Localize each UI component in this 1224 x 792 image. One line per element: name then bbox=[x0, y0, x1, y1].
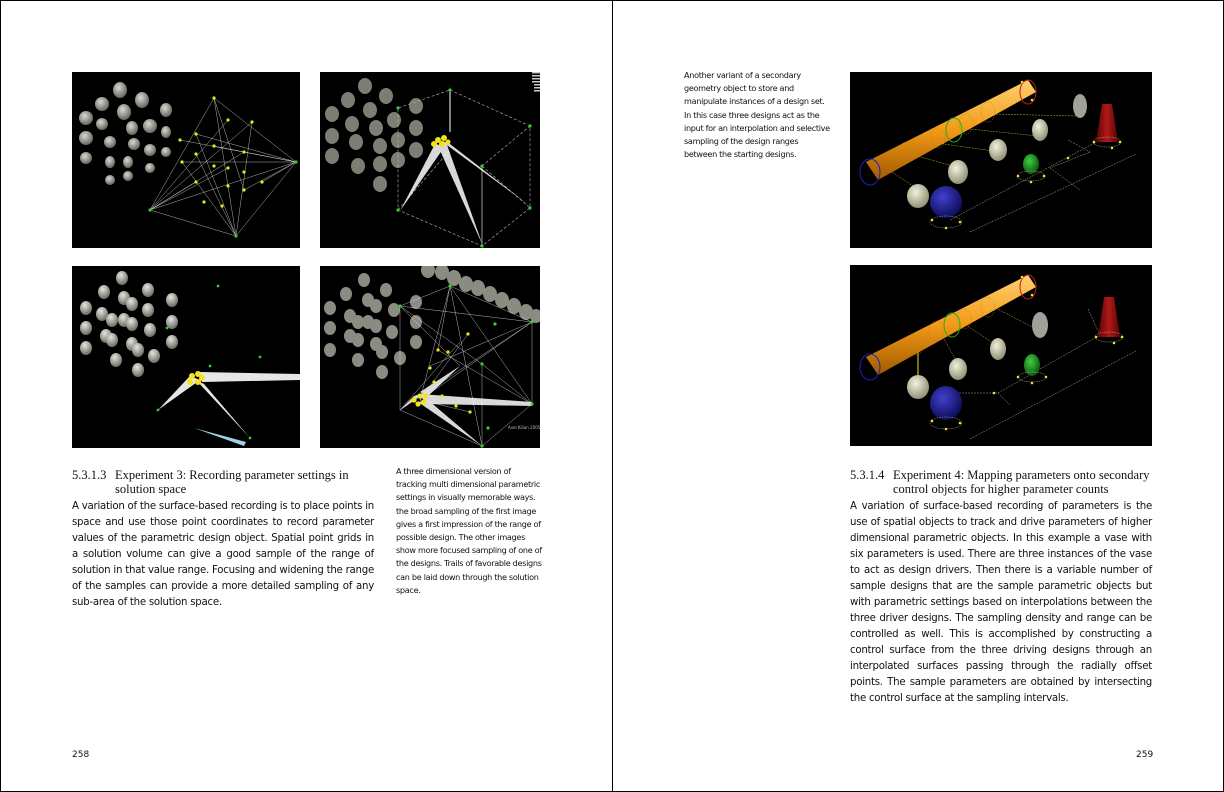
sample-vase bbox=[1032, 312, 1048, 338]
driver-vase-red bbox=[1096, 104, 1118, 142]
figure-focused-sampling-cluster bbox=[72, 266, 300, 448]
sample-vase bbox=[990, 338, 1006, 360]
section-number: 5.3.1.4 bbox=[850, 468, 885, 482]
sampling-fans bbox=[158, 372, 300, 438]
figure-focused-sampling-cube bbox=[320, 72, 540, 248]
sample-vase bbox=[989, 139, 1007, 161]
vase-samples bbox=[79, 82, 172, 185]
section-title-line1: Experiment 3: Recording parameter settings in bbox=[115, 468, 349, 482]
trail-wedge bbox=[194, 428, 246, 446]
driver-vase-red bbox=[1098, 297, 1120, 337]
figure-control-object-render-2 bbox=[850, 265, 1152, 446]
section-title-line1: Experiment 4: Mapping parameters onto secondary bbox=[893, 468, 1150, 482]
nodes bbox=[157, 285, 262, 440]
sample-vase bbox=[907, 184, 929, 208]
figure-focused-cube-render bbox=[320, 72, 540, 248]
driver-vase-green bbox=[1023, 154, 1039, 174]
figure-control-object-render-1 bbox=[850, 72, 1152, 248]
book-spine bbox=[612, 0, 613, 792]
driver-vase-green bbox=[1024, 354, 1040, 376]
page-number-right: 259 bbox=[1136, 750, 1154, 760]
section-body-text: A variation of the surface-based recording is to place points in space and use those point coordinates to record parameter values of the parametric design object. Spatial point grids in a solution volume can give a good sample of the range of solution in that value range. Focusing and widening the range of the samples can provide a more detailed sampling of any sub-area of the solution space. bbox=[72, 501, 374, 608]
ui-fragment bbox=[532, 72, 540, 92]
figure-trails-render bbox=[320, 266, 540, 448]
figure-broad-sampling-render bbox=[72, 72, 300, 248]
section-title-line2: control objects for higher parameter counts bbox=[893, 482, 1109, 496]
sampling-fans bbox=[400, 366, 532, 446]
vase-samples bbox=[325, 78, 423, 192]
sample-vase bbox=[1073, 94, 1087, 118]
section-title-line2: solution space bbox=[115, 482, 187, 496]
section-heading-5-3-1-3 bbox=[72, 468, 382, 498]
section-number: 5.3.1.3 bbox=[72, 468, 107, 482]
figure-broad-sampling-grid bbox=[72, 72, 300, 248]
figure-control-object-view-1 bbox=[850, 72, 1152, 248]
control-surface bbox=[866, 275, 1036, 375]
page-number-left: 258 bbox=[72, 750, 90, 760]
section-heading-5-3-1-4 bbox=[850, 468, 1160, 498]
vase-samples bbox=[324, 266, 540, 379]
sampling-lines bbox=[150, 98, 296, 236]
section-body-text: A variation of surface-based recording of parameters is the use of spatial objects to track and drive parameters of higher dimensional parametric objects. In this example a vase with six parameters is used. There are three instances of the vase to act as design drivers. Then there is a variable number of sample designs that are the sample parametric objects but with parametric settings based on interpolations between the three driver designs. The sampling density and range can be controlled as well. This is accomplished by constructing a control surface from the three driving designs through an interpolated surfaces passing through the radially offset points. The sample parameters are obtained by intersecting the control surface at the sampling intervals. bbox=[850, 501, 1152, 704]
image-credit: Axel Kilian 2005 bbox=[508, 425, 540, 430]
driver-rings bbox=[930, 332, 1123, 429]
sample-vase bbox=[948, 160, 968, 184]
driver-vase-blue bbox=[930, 386, 962, 420]
figure-caption: Another variant of a secondary geometry object to store and manipulate instances of a design set. In this case three designs act as the input for an interpolation and selective sampling of the design ranges between the starting designs. bbox=[684, 70, 830, 160]
figure-control-object-view-2 bbox=[850, 265, 1152, 446]
sampling-grid bbox=[950, 140, 1136, 232]
driver-vase-blue bbox=[930, 186, 962, 218]
vase-samples bbox=[80, 271, 178, 377]
sample-vase bbox=[1032, 119, 1048, 141]
figure-sampling-trails bbox=[320, 266, 540, 448]
sample-vase bbox=[949, 358, 967, 380]
sample-points bbox=[178, 96, 263, 207]
figure-cluster-render bbox=[72, 266, 300, 448]
figure-caption: A three dimensional version of tracking multi dimensional parametric settings in visually memorable ways. the broad sampling of the first image gives a first impression of the range of possible design. The other images show more focused sampling of one of the designs. Trails of favorable designs can be laid down through the solution space. bbox=[396, 466, 542, 595]
sample-vase bbox=[907, 375, 929, 399]
